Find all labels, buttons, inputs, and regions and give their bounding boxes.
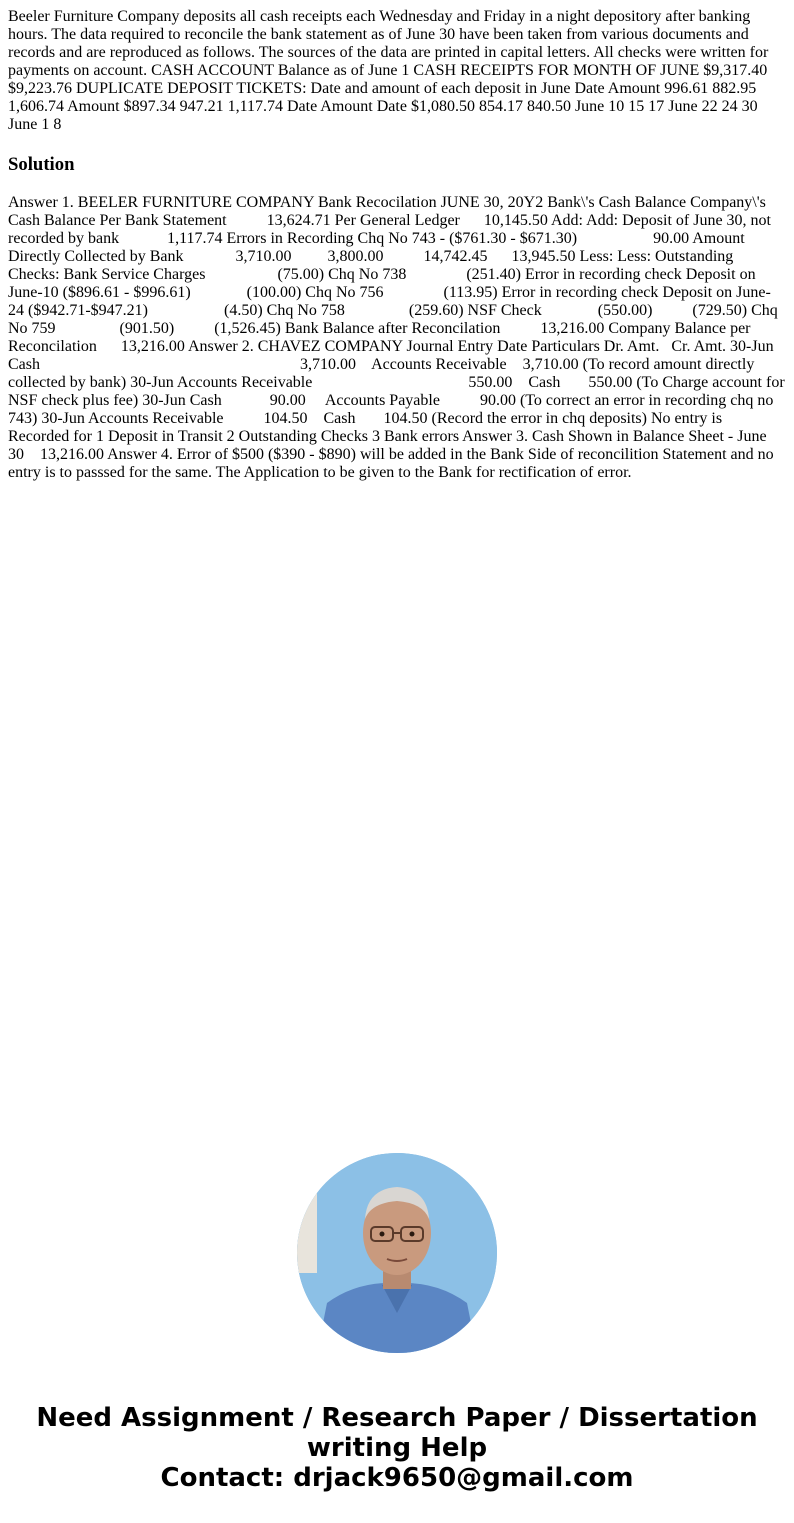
contact-email: Contact: drjack9650@gmail.com [160, 1463, 634, 1493]
solution-heading: Solution [8, 154, 75, 175]
contact-line-1: Need Assignment / Research Paper / Dissertation [36, 1403, 758, 1433]
avatar [297, 1153, 497, 1353]
document-body [8, 8, 789, 482]
contact-banner [0, 1403, 794, 1493]
answer-text: Answer 1. BEELER FURNITURE COMPANY Bank Recocilation JUNE 30, 20Y2 Bank\'s Cash Balance Company\'s Cash Balance Per Bank Statement 13,624.71 Per General Ledger 10,145.50 Add: Add: Deposit of June 30, not recorded by bank 1,117.74 Errors in Recording Chq No 743 - ($761.30 - $671.30) 90.00 Amount Directly Collected by Bank 3,710.00 3,800.00 14,742.45 13,945.50 Less: Less: Outstanding Checks: Bank Service Charges (75.00) Chq No 738 (251.40) Error in recording check Deposit on June-10 ($896.61 - $996.61) (100.00) Chq No 756 (113.95) Error in recording check Deposit on June-24 ($942.71-$947.21) (4.50) Chq No 758 (259.60) NSF Check (550.00) (729.50) Chq No 759 (901.50) (1,526.45) Bank Balance after Reconcilation 13,216.00 Company Balance per Reconcilation 13,216.00 Answer 2. CHAVEZ COMPANY Journal Entry Date Particulars Dr. Amt. Cr. Amt. 30-Jun Cash 3,710.00 Accounts Receivable 3,710.00 (To record amount directly collected by bank) 30-Jun Accounts Receivable 550.00 Cash 550.00 (To Charge account for NSF check plus fee) 30-Jun Cash 90.00 Accounts Payable 90.00 (To correct an error in recording chq no 743) 30-Jun Accounts Receivable 104.50 Cash 104.50 (Record the error in chq deposits) No entry is Recorded for 1 Deposit in Transit 2 Outstanding Checks 3 Bank errors Answer 3. Cash Shown in Balance Sheet - June 30 13,216.00 Answer 4. Error of $500 ($390 - $890) will be added in the Bank Side of reconcilition Statement and no entry is to passsed for the same. The Application to be given to the Bank for rectification of error. [8, 194, 789, 481]
question-text: Beeler Furniture Company deposits all cash receipts each Wednesday and Friday in a night depository after banking hours. The data required to reconcile the bank statement as of June 30 have been taken from various documents and records and are reproduced as follows. The sources of the data are printed in capital letters. All checks were written for payments on account. CASH ACCOUNT Balance as of June 1 CASH RECEIPTS FOR MONTH OF JUNE $9,317.40 $9,223.76 DUPLICATE DEPOSIT TICKETS: Date and amount of each deposit in June Date Amount 996.61 882.95 1,606.74 Amount $897.34 947.21 1,117.74 Date Amount Date $1,080.50 854.17 840.50 June 10 15 17 June 22 24 30 June 1 8 [8, 8, 773, 133]
contact-line-2: writing Help [306, 1433, 488, 1463]
person-portrait-icon [297, 1153, 497, 1353]
